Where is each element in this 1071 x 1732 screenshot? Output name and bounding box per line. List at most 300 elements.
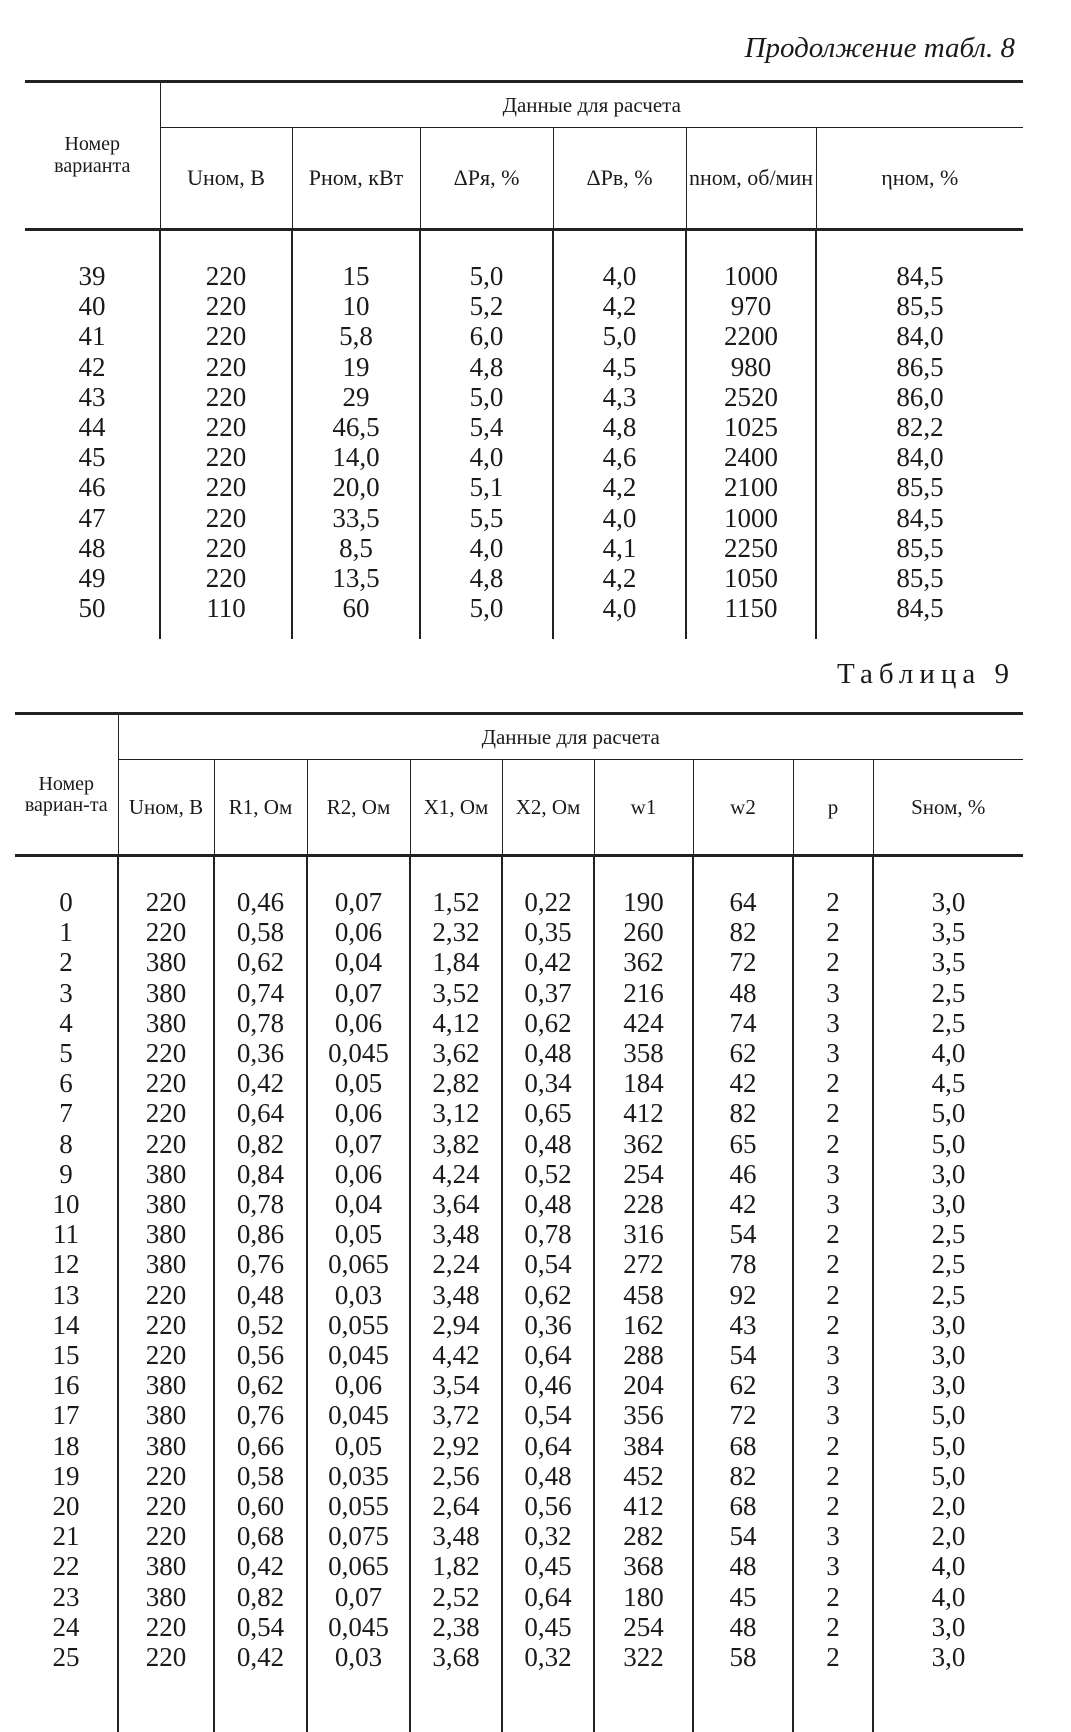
- table-cell: 4,1: [553, 533, 686, 563]
- table-cell: 6,0: [420, 321, 553, 351]
- table-cell: 78: [693, 1249, 793, 1279]
- table-cell: 82,2: [816, 412, 1023, 442]
- table-cell: 0,065: [307, 1551, 410, 1581]
- table-cell: 2,0: [873, 1521, 1023, 1551]
- table-cell: 2: [793, 1431, 873, 1461]
- table-cell: 2: [793, 1219, 873, 1249]
- table-cell: 204: [594, 1370, 693, 1400]
- table-cell: 2: [793, 1491, 873, 1521]
- table-cell: 0,065: [307, 1249, 410, 1279]
- table-cell: 2,92: [410, 1431, 502, 1461]
- variant-number: 20: [52, 1491, 80, 1522]
- table-cell: 0,48: [502, 1461, 594, 1491]
- table-cell: 3: [793, 1008, 873, 1038]
- table-row: [25, 442, 1023, 472]
- table-cell: 0,76: [214, 1249, 307, 1279]
- table-cell: 4,2: [553, 291, 686, 321]
- table-cell: 220: [118, 856, 214, 918]
- table-cell: 42: [693, 1068, 793, 1098]
- table-cell: 4,0: [873, 1582, 1023, 1612]
- table-cell: 2,52: [410, 1582, 502, 1612]
- table-row: [15, 1400, 1023, 1430]
- table-cell: 0,05: [307, 1068, 410, 1098]
- table-cell: 20,0: [292, 472, 420, 502]
- table-cell: 19: [292, 352, 420, 382]
- variant-number: 50: [78, 593, 106, 624]
- table-cell: 2: [793, 1582, 873, 1612]
- table-row: [15, 1642, 1023, 1732]
- table-cell: 220: [118, 1310, 214, 1340]
- table-cell: 220: [118, 1038, 214, 1068]
- table-cell: 45: [693, 1582, 793, 1612]
- variant-number: 16: [52, 1370, 80, 1401]
- table-cell: 0,06: [307, 1370, 410, 1400]
- variant-number: 47: [78, 502, 106, 533]
- table-cell: 0,86: [214, 1219, 307, 1249]
- table-cell: 0,56: [214, 1340, 307, 1370]
- table-cell: 0,62: [502, 1008, 594, 1038]
- table-cell: 33,5: [292, 503, 420, 533]
- variant-number: 24: [52, 1611, 80, 1642]
- table-row: [25, 352, 1023, 382]
- table-cell: 0,045: [307, 1612, 410, 1642]
- table-cell: 3,72: [410, 1400, 502, 1430]
- table-cell: 4,0: [553, 503, 686, 533]
- table9-col-header: Uном, В: [118, 760, 214, 856]
- table-cell: 0,45: [502, 1551, 594, 1581]
- table-cell: 0,62: [214, 947, 307, 977]
- table-cell: 2,0: [873, 1491, 1023, 1521]
- table-cell: 0,84: [214, 1159, 307, 1189]
- table-cell: 0,58: [214, 1461, 307, 1491]
- table-cell: 0,66: [214, 1431, 307, 1461]
- table-cell: 3: [793, 1038, 873, 1068]
- table-cell: 5,0: [873, 1129, 1023, 1159]
- table-cell: 3: [793, 1340, 873, 1370]
- table-row: [15, 1038, 1023, 1068]
- variant-number: 11: [53, 1219, 79, 1250]
- variant-number: 2: [59, 947, 73, 978]
- table-cell: 0,045: [307, 1400, 410, 1430]
- table-cell: 84,5: [816, 503, 1023, 533]
- table-cell: 85,5: [816, 291, 1023, 321]
- table-cell: 74: [693, 1008, 793, 1038]
- table-cell: 65: [693, 1129, 793, 1159]
- table-cell: 3,0: [873, 1612, 1023, 1642]
- table-cell: 4,5: [553, 352, 686, 382]
- table-cell: 254: [594, 1159, 693, 1189]
- table-cell: 4,8: [553, 412, 686, 442]
- table-cell: 220: [160, 230, 292, 292]
- table9-col-header: p: [793, 760, 873, 856]
- table-cell: 0,60: [214, 1491, 307, 1521]
- table-cell: 0,22: [502, 856, 594, 918]
- table-cell: 4,0: [873, 1038, 1023, 1068]
- table-cell: 0,56: [502, 1491, 594, 1521]
- table-cell: 0,035: [307, 1461, 410, 1491]
- table8-caption: Продолжение табл. 8: [744, 32, 1015, 64]
- table-row: [15, 917, 1023, 947]
- table-cell: 84,0: [816, 442, 1023, 472]
- table-cell: 4,42: [410, 1340, 502, 1370]
- table-row: [15, 1219, 1023, 1249]
- table-cell: 3: [793, 1189, 873, 1219]
- table-cell: 380: [118, 1159, 214, 1189]
- table9-col-header: R1, Ом: [214, 760, 307, 856]
- table-cell: 46: [693, 1159, 793, 1189]
- table-cell: 1,82: [410, 1551, 502, 1581]
- table-cell: 46,5: [292, 412, 420, 442]
- table-cell: 3,0: [873, 1159, 1023, 1189]
- table-cell: 42: [693, 1189, 793, 1219]
- table-cell: 0,06: [307, 1098, 410, 1128]
- table-cell: 5,0: [873, 1400, 1023, 1430]
- table-cell: 54: [693, 1219, 793, 1249]
- table-row: [15, 1521, 1023, 1551]
- table-cell: 0,36: [502, 1310, 594, 1340]
- table-cell: 254: [594, 1612, 693, 1642]
- table-cell: 2,5: [873, 1008, 1023, 1038]
- variant-number: 8: [59, 1128, 73, 1159]
- table-cell: 3,52: [410, 978, 502, 1008]
- table9-col-header: Sном, %: [873, 760, 1023, 856]
- table-cell: 3: [793, 978, 873, 1008]
- variant-number: 23: [52, 1581, 80, 1612]
- table-cell: 62: [693, 1038, 793, 1068]
- table-cell: 0,52: [502, 1159, 594, 1189]
- table-cell: 2,64: [410, 1491, 502, 1521]
- table-cell: 29: [292, 382, 420, 412]
- table-cell: 2,82: [410, 1068, 502, 1098]
- table-cell: 3,0: [873, 1310, 1023, 1340]
- table-cell: 2,5: [873, 1249, 1023, 1279]
- table9-col-header: w1: [594, 760, 693, 856]
- table-cell: 0,64: [502, 1582, 594, 1612]
- table-cell: 220: [118, 1491, 214, 1521]
- table-cell: 0,54: [502, 1400, 594, 1430]
- table-cell: 0,46: [502, 1370, 594, 1400]
- table-cell: 1000: [686, 503, 816, 533]
- table-cell: 85,5: [816, 472, 1023, 502]
- table-cell: 2: [793, 1068, 873, 1098]
- table-cell: 220: [160, 412, 292, 442]
- table-cell: 3,68: [410, 1642, 502, 1732]
- table8-group-header: Данные для расчета: [160, 82, 1023, 128]
- variant-number: 44: [78, 412, 106, 443]
- table-cell: 0,42: [502, 947, 594, 977]
- variant-number: 0: [59, 887, 73, 917]
- table-cell: 0,46: [214, 856, 307, 918]
- table-cell: 4,0: [553, 593, 686, 639]
- table8-col-header: ΔPв, %: [553, 128, 686, 230]
- table-row: [25, 593, 1023, 639]
- table-row: [15, 1370, 1023, 1400]
- table-cell: 110: [160, 593, 292, 639]
- variant-number: 4: [59, 1007, 73, 1038]
- variant-number: 17: [52, 1400, 80, 1431]
- table-cell: 5,0: [873, 1098, 1023, 1128]
- table-cell: 0,055: [307, 1310, 410, 1340]
- table-cell: 220: [160, 442, 292, 472]
- table-cell: 2: [793, 1098, 873, 1128]
- table-cell: 13,5: [292, 563, 420, 593]
- table-cell: 380: [118, 1551, 214, 1581]
- variant-number: 42: [78, 351, 106, 382]
- table-cell: 220: [118, 1068, 214, 1098]
- table-cell: 4,6: [553, 442, 686, 472]
- table-cell: 1,84: [410, 947, 502, 977]
- table-cell: 362: [594, 947, 693, 977]
- table-cell: 380: [118, 1219, 214, 1249]
- table8-col-header: nном, об/мин: [686, 128, 816, 230]
- table-cell: 82: [693, 1098, 793, 1128]
- table8-col-header: Pном, кВт: [292, 128, 420, 230]
- table-cell: 0,05: [307, 1219, 410, 1249]
- table-cell: 356: [594, 1400, 693, 1430]
- table-row: [15, 1612, 1023, 1642]
- table-cell: 2520: [686, 382, 816, 412]
- table-row: [25, 503, 1023, 533]
- table-cell: 0,03: [307, 1642, 410, 1732]
- variant-number: 21: [52, 1521, 80, 1552]
- table-cell: 2,38: [410, 1612, 502, 1642]
- table-cell: 0,06: [307, 917, 410, 947]
- table-cell: 3,48: [410, 1219, 502, 1249]
- table-cell: 220: [118, 1461, 214, 1491]
- variant-number: 45: [78, 442, 106, 473]
- table-row: [15, 1068, 1023, 1098]
- table-cell: 0,48: [502, 1038, 594, 1068]
- table-cell: 2: [793, 1612, 873, 1642]
- table-cell: 970: [686, 291, 816, 321]
- table-cell: 85,5: [816, 533, 1023, 563]
- table-cell: 0,76: [214, 1400, 307, 1430]
- table-row: [15, 1249, 1023, 1279]
- table-cell: 0,52: [214, 1310, 307, 1340]
- table-cell: 3,0: [873, 1642, 1023, 1732]
- table-cell: 220: [118, 1340, 214, 1370]
- variant-number: 1: [59, 917, 73, 948]
- table-row: [25, 230, 1023, 292]
- table-cell: 260: [594, 917, 693, 947]
- variant-number: 39: [78, 261, 106, 291]
- table-cell: 0,48: [214, 1280, 307, 1310]
- table-cell: 0,68: [214, 1521, 307, 1551]
- table-cell: 2250: [686, 533, 816, 563]
- variant-number: 6: [59, 1068, 73, 1099]
- table-cell: 48: [693, 1551, 793, 1581]
- table-cell: 85,5: [816, 563, 1023, 593]
- variant-number: 48: [78, 532, 106, 563]
- table9-caption: Таблица 9: [836, 658, 1015, 690]
- table-cell: 2,56: [410, 1461, 502, 1491]
- table-row: [25, 533, 1023, 563]
- table-cell: 0,07: [307, 1582, 410, 1612]
- table-cell: 3: [793, 1370, 873, 1400]
- table-cell: 0,07: [307, 856, 410, 918]
- table-cell: 0,62: [502, 1280, 594, 1310]
- table-cell: 4,8: [420, 352, 553, 382]
- table-cell: 3,12: [410, 1098, 502, 1128]
- table-cell: 0,04: [307, 947, 410, 977]
- variant-number: 18: [52, 1430, 80, 1461]
- table-cell: 3: [793, 1521, 873, 1551]
- table-cell: 380: [118, 1400, 214, 1430]
- table-cell: 0,48: [502, 1189, 594, 1219]
- table-row: [15, 1310, 1023, 1340]
- table-cell: 84,5: [816, 230, 1023, 292]
- table-cell: 362: [594, 1129, 693, 1159]
- table-cell: 316: [594, 1219, 693, 1249]
- table-cell: 0,06: [307, 1159, 410, 1189]
- table-row: [15, 856, 1023, 918]
- table-cell: 5,4: [420, 412, 553, 442]
- table-cell: 82: [693, 917, 793, 947]
- table-row: [15, 1551, 1023, 1581]
- variant-number: 10: [52, 1189, 80, 1220]
- table-cell: 0,35: [502, 917, 594, 947]
- table-cell: 3,0: [873, 1189, 1023, 1219]
- table-cell: 0,78: [502, 1219, 594, 1249]
- table-cell: 5,0: [420, 382, 553, 412]
- table-cell: 380: [118, 1008, 214, 1038]
- table-cell: 72: [693, 947, 793, 977]
- table-row: [15, 947, 1023, 977]
- table-cell: 1150: [686, 593, 816, 639]
- table-cell: 5,2: [420, 291, 553, 321]
- table-cell: 184: [594, 1068, 693, 1098]
- table-cell: 3,64: [410, 1189, 502, 1219]
- table-cell: 0,78: [214, 1189, 307, 1219]
- table-cell: 2: [793, 947, 873, 977]
- table-cell: 220: [118, 1098, 214, 1128]
- table-cell: 3,0: [873, 1370, 1023, 1400]
- table9-col-header: X2, Ом: [502, 760, 594, 856]
- table-cell: 84,0: [816, 321, 1023, 351]
- table-cell: 3,54: [410, 1370, 502, 1400]
- table-cell: 0,64: [502, 1340, 594, 1370]
- table-cell: 220: [160, 472, 292, 502]
- table-cell: 2400: [686, 442, 816, 472]
- table-cell: 0,075: [307, 1521, 410, 1551]
- table-cell: 86,0: [816, 382, 1023, 412]
- table-cell: 84,5: [816, 593, 1023, 639]
- table-cell: 5,8: [292, 321, 420, 351]
- table-cell: 62: [693, 1370, 793, 1400]
- table-row: [25, 412, 1023, 442]
- variant-number: 46: [78, 472, 106, 503]
- table-cell: 220: [160, 291, 292, 321]
- table-cell: 2: [793, 856, 873, 918]
- table-cell: 0,36: [214, 1038, 307, 1068]
- variant-number: 19: [52, 1460, 80, 1491]
- table-cell: 0,82: [214, 1129, 307, 1159]
- table-cell: 0,78: [214, 1008, 307, 1038]
- table-row: [15, 1159, 1023, 1189]
- table-cell: 4,8: [420, 563, 553, 593]
- table-cell: 162: [594, 1310, 693, 1340]
- table-cell: 3,82: [410, 1129, 502, 1159]
- variant-number: 40: [78, 291, 106, 322]
- table-cell: 0,62: [214, 1370, 307, 1400]
- table9: [15, 712, 1023, 1732]
- table-cell: 2,94: [410, 1310, 502, 1340]
- table-cell: 384: [594, 1431, 693, 1461]
- table-cell: 4,0: [420, 533, 553, 563]
- table-cell: 0,045: [307, 1340, 410, 1370]
- table-cell: 380: [118, 1249, 214, 1279]
- table-cell: 2: [793, 1310, 873, 1340]
- table-cell: 5,0: [420, 593, 553, 639]
- table-cell: 220: [160, 352, 292, 382]
- table-cell: 1050: [686, 563, 816, 593]
- table-cell: 0,07: [307, 978, 410, 1008]
- table-cell: 3: [793, 1159, 873, 1189]
- table-cell: 380: [118, 1582, 214, 1612]
- table-cell: 0,32: [502, 1521, 594, 1551]
- table-cell: 0,045: [307, 1038, 410, 1068]
- table-cell: 2: [793, 1461, 873, 1491]
- table-cell: 272: [594, 1249, 693, 1279]
- table-row: [15, 1491, 1023, 1521]
- table-cell: 0,45: [502, 1612, 594, 1642]
- table-row: [15, 1189, 1023, 1219]
- table-row: [15, 1340, 1023, 1370]
- table-cell: 3,62: [410, 1038, 502, 1068]
- table-cell: 14,0: [292, 442, 420, 472]
- table-cell: 3: [793, 1551, 873, 1581]
- table-cell: 68: [693, 1491, 793, 1521]
- table-cell: 54: [693, 1340, 793, 1370]
- table-cell: 4,12: [410, 1008, 502, 1038]
- table-cell: 4,0: [553, 230, 686, 292]
- table-cell: 0,54: [214, 1612, 307, 1642]
- table-cell: 0,42: [214, 1068, 307, 1098]
- table-cell: 5,5: [420, 503, 553, 533]
- table-cell: 15: [292, 230, 420, 292]
- variant-number: 49: [78, 563, 106, 594]
- table-cell: 2,5: [873, 1219, 1023, 1249]
- table-cell: 0,32: [502, 1642, 594, 1732]
- table-cell: 368: [594, 1551, 693, 1581]
- table-cell: 0,64: [214, 1098, 307, 1128]
- table-cell: 2: [793, 1129, 873, 1159]
- table-cell: 0,48: [502, 1129, 594, 1159]
- table-cell: 2,5: [873, 1280, 1023, 1310]
- table-cell: 424: [594, 1008, 693, 1038]
- table-cell: 3,5: [873, 917, 1023, 947]
- table-row: [15, 978, 1023, 1008]
- table-cell: 216: [594, 978, 693, 1008]
- table-cell: 0,055: [307, 1491, 410, 1521]
- table-cell: 380: [118, 978, 214, 1008]
- table-cell: 8,5: [292, 533, 420, 563]
- table9-col-header: w2: [693, 760, 793, 856]
- table-cell: 5,0: [553, 321, 686, 351]
- table-row: [25, 382, 1023, 412]
- table-cell: 0,04: [307, 1189, 410, 1219]
- table-cell: 380: [118, 1370, 214, 1400]
- table-cell: 452: [594, 1461, 693, 1491]
- table-cell: 380: [118, 1189, 214, 1219]
- variant-number: 7: [59, 1098, 73, 1129]
- table-cell: 380: [118, 947, 214, 977]
- table-cell: 0,34: [502, 1068, 594, 1098]
- table-row: [15, 1461, 1023, 1491]
- table-cell: 180: [594, 1582, 693, 1612]
- table8: [25, 80, 1023, 639]
- table-cell: 43: [693, 1310, 793, 1340]
